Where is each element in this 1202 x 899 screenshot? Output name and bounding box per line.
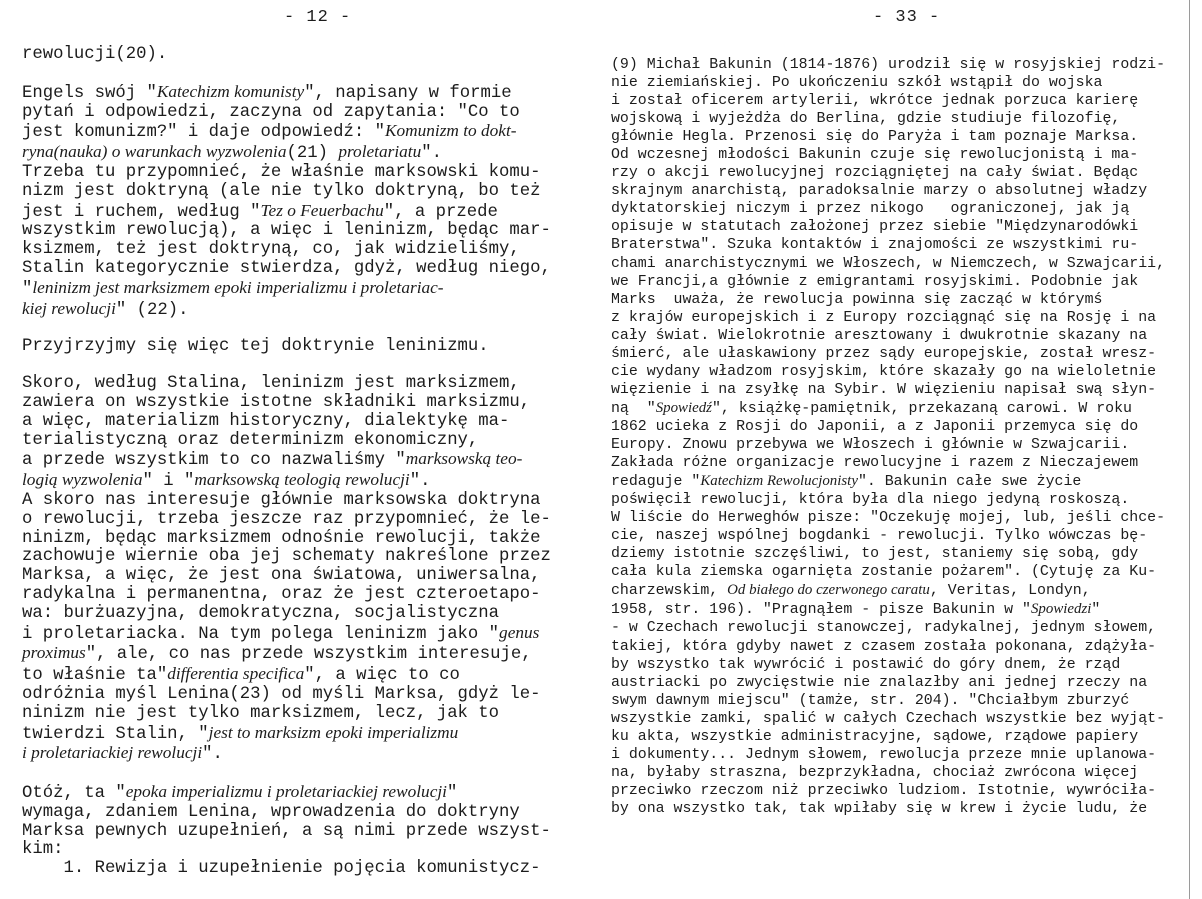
text-run: terialistyczną oraz determinizm ekonomiczny, xyxy=(22,430,479,450)
text-line xyxy=(22,202,582,223)
text-run: (9) Michał Bakunin (1814-1876) urodził się w rosyjskiej rodzi- xyxy=(611,57,1166,73)
text-run: rewolucji(20). xyxy=(22,45,168,64)
text-run: Engels swój " xyxy=(22,83,157,103)
text-line xyxy=(22,260,582,279)
text-run: " xyxy=(22,279,33,299)
text-line xyxy=(611,399,1171,418)
italic-text-run: Spowiedzi xyxy=(1030,601,1092,618)
text-run: ". xyxy=(202,745,223,765)
text-run: ". xyxy=(409,472,431,492)
text-run: Marks uważa, że rewolucja powinna się zacząć w którymś xyxy=(611,291,1103,308)
text-line xyxy=(611,236,1171,254)
text-run: by wszystko tak wywrócić i postawić do góry dnem, że rząd xyxy=(611,656,1121,673)
italic-text-run: marksowską teo- xyxy=(405,449,523,469)
text-line xyxy=(22,143,582,164)
text-line xyxy=(611,128,1171,146)
text-line xyxy=(22,450,582,471)
italic-text-run: Komunizm to dokt- xyxy=(384,121,517,141)
text-line xyxy=(22,183,582,202)
text-line xyxy=(611,327,1171,345)
text-run: " i " xyxy=(142,472,195,492)
text-line xyxy=(22,823,582,842)
text-run: W liście do Herweghów pisze: "Oczekuję mojej, lub, jeśli chce- xyxy=(611,510,1166,527)
text-line xyxy=(22,471,582,492)
text-line xyxy=(22,530,582,549)
text-line xyxy=(22,241,582,260)
italic-text-run: Katechizm komunisty xyxy=(156,81,305,101)
text-line xyxy=(611,800,1171,818)
text-run: " xyxy=(1091,602,1101,619)
text-run: z krajów europejskich i z Europy rozciągnąć się na Rosję i na xyxy=(611,309,1157,326)
text-line xyxy=(22,705,582,724)
text-run: skrajnym anarchistą, paradoksalnie marzy o absolutnej władzy xyxy=(611,183,1148,200)
text-line xyxy=(611,200,1171,218)
footnote-text-column xyxy=(611,56,1171,818)
text-line xyxy=(22,586,582,605)
text-run: cała kula ziemska ogarnięta zostanie pożarem". (Cytuję za Ku- xyxy=(611,564,1157,581)
text-line xyxy=(22,567,582,586)
text-line xyxy=(22,164,582,183)
text-run: Marksa, a więc, że jest ona światowa, uniwersalna, xyxy=(22,566,541,586)
text-run: Zakłada różne organizacje rewolucyjne i razem z Nieczajewem xyxy=(611,455,1139,472)
text-line xyxy=(22,413,582,432)
text-line xyxy=(611,56,1171,74)
text-line xyxy=(22,860,582,879)
text-line xyxy=(22,744,582,765)
text-line xyxy=(611,710,1171,728)
italic-text-run: proximus xyxy=(22,643,86,663)
text-run: radykalna i permanentna, oraz że jest czteroetapo- xyxy=(22,584,541,604)
text-run: a więc, materializm historyczny, dialektykę ma- xyxy=(22,411,510,431)
italic-text-run: proletariatu xyxy=(338,142,422,162)
italic-text-run: marksowską teologią rewolucji xyxy=(194,470,410,490)
text-line xyxy=(611,674,1171,692)
text-run: 1. Rewizja i uzupełnienie pojęcia komunistycz- xyxy=(22,859,541,879)
text-line xyxy=(611,692,1171,710)
italic-text-run: logią wyzwolenia xyxy=(22,470,143,490)
text-run: we Francji,a głównie z emigrantami rosyjskimi. Podobnie jak xyxy=(611,273,1139,290)
text-line xyxy=(22,394,582,413)
text-line xyxy=(22,644,582,665)
text-line xyxy=(22,686,582,705)
text-line xyxy=(611,273,1171,291)
text-line xyxy=(611,164,1171,182)
text-line xyxy=(22,548,582,567)
text-line xyxy=(611,656,1171,674)
text-run: odróżnia myśl Lenina(23) od myśli Marksa, gdyż le- xyxy=(22,684,541,704)
text-run: więzienie i na zsyłkę na Sybir. W więzieniu napisał swą słyn- xyxy=(611,381,1157,398)
text-line xyxy=(22,104,582,123)
text-line xyxy=(611,638,1171,656)
text-run: wa: burżuazyjna, demokratyczna, socjalistyczna xyxy=(22,603,500,623)
text-line xyxy=(611,255,1171,273)
text-line xyxy=(22,46,582,65)
text-line xyxy=(611,619,1171,637)
text-run: charzewskim, xyxy=(611,583,728,600)
text-run: jest i ruchem, według " xyxy=(22,202,261,222)
text-line xyxy=(611,218,1171,236)
text-run: głównie Hegla. Przenosi się do Paryża i tam poznaje Marksa. xyxy=(611,129,1139,146)
italic-text-run: jest to marksizm epoki imperializmu xyxy=(208,722,459,742)
text-run: ", a przede xyxy=(383,202,498,222)
text-run: 1958, str. 196). "Pragnąłem - pisze Bakunin w " xyxy=(611,602,1031,619)
text-run: a przede wszystkim to co nazwaliśmy " xyxy=(22,451,406,471)
text-run: na, byłaby straszna, bezprzykładna, chociaż zwrócona więcej xyxy=(611,764,1139,781)
text-run: ", napisany w formie xyxy=(304,83,512,103)
text-line xyxy=(22,605,582,624)
text-line xyxy=(611,782,1171,800)
text-line xyxy=(611,545,1171,563)
text-line xyxy=(22,624,582,645)
text-run: austriacki po zwycięstwie nie znalazłby ani jednej rzeczy na xyxy=(611,674,1148,691)
text-run: wszystkim rewolucją), a więc i leninizm, będąc mar- xyxy=(22,221,551,241)
text-run: Przyjrzyjmy się więc tej doktrynie leninizmu. xyxy=(22,337,489,357)
text-line xyxy=(22,432,582,451)
text-run: dyktatorskiej niczym i przez nikogo ograniczonej, jak ją xyxy=(611,201,1130,218)
text-line xyxy=(611,746,1171,764)
text-line xyxy=(22,841,582,860)
text-run: jest komunizm?" i daje odpowiedź: " xyxy=(22,123,385,143)
text-run: Stalin kategorycznie stwierdza, gdyż, według niego, xyxy=(22,258,551,278)
text-line xyxy=(22,300,582,321)
text-line xyxy=(611,472,1171,491)
text-run: cie wydany władzom rosyjskim, które skazały go na wieloletnie xyxy=(611,363,1157,380)
text-line xyxy=(611,491,1171,509)
left-text-column xyxy=(22,46,582,879)
text-run: (21) xyxy=(286,144,339,164)
text-run: pytań i odpowiedzi, zaczyna od zapytania: "Co to xyxy=(22,102,520,122)
page-edge-divider xyxy=(1189,0,1190,899)
text-line xyxy=(611,509,1171,527)
text-line xyxy=(611,345,1171,363)
text-run: ninizm, będąc marksizmem odnośnie rewolucji, także xyxy=(22,528,541,548)
text-run: ninizm nie jest tylko marksizmem, lecz, jak to xyxy=(22,703,500,723)
text-run: twierdzi Stalin, " xyxy=(22,724,209,744)
text-line xyxy=(22,511,582,530)
italic-text-run: i proletariackiej rewolucji xyxy=(22,743,203,763)
text-run: A skoro nas interesuje głównie marksowska doktryna xyxy=(22,490,541,510)
text-line xyxy=(611,527,1171,545)
text-line xyxy=(22,122,582,143)
text-line xyxy=(22,279,582,300)
italic-text-run: epoka imperializmu i proletariackiej rewolucji xyxy=(125,782,447,802)
text-run: rzy o akcji rewolucyjnej rozciągniętej na cały świat. Będąc xyxy=(611,165,1139,182)
text-line xyxy=(611,418,1171,436)
text-run: zachowuje wiernie oba jej schematy nakreślone przez xyxy=(22,547,551,567)
text-line xyxy=(611,182,1171,200)
italic-text-run: leninizm jest marksizmem epoki imperializmu i proletariac- xyxy=(32,277,444,297)
paragraph-break xyxy=(22,357,582,375)
text-run: zawiera on wszystkie istotne składniki marksizmu, xyxy=(22,392,531,412)
text-run: ". xyxy=(421,144,442,164)
text-line xyxy=(611,600,1171,619)
italic-text-run: differentia specifica xyxy=(167,664,305,684)
text-run: " (22). xyxy=(115,300,189,320)
text-run: dziemy istotnie szczęśliwi, to jest, staniemy się sobą, gdy xyxy=(611,546,1139,563)
text-line xyxy=(22,724,582,745)
text-run: nie ziemiańskiej. Po ukończeniu szkół wstąpił do wojska xyxy=(611,75,1103,92)
text-run: swym dawnym miejscu" (tamże, str. 204). "Chciałbym zburzyć xyxy=(611,692,1130,709)
text-run: i został oficerem artylerii, wkrótce jednak porzuca karierę xyxy=(611,93,1139,110)
text-line xyxy=(611,92,1171,110)
text-line xyxy=(611,454,1171,472)
italic-text-run: Katechizm Rewolucjonisty xyxy=(700,473,858,490)
text-run: Trzeba tu przypomnieć, że właśnie marksowski komu- xyxy=(22,162,541,182)
italic-text-run: kiej rewolucji xyxy=(22,298,116,318)
text-line xyxy=(22,83,582,104)
text-run: to właśnie ta" xyxy=(22,666,168,686)
text-run: śmierć, ale ułaskawiony przez sądy europejskie, został wresz- xyxy=(611,345,1157,362)
text-line xyxy=(611,563,1171,581)
text-run: wymaga, zdaniem Lenina, wprowadzenia do doktryny xyxy=(22,802,520,822)
text-line xyxy=(22,338,582,357)
text-run: redaguje " xyxy=(611,474,701,491)
italic-text-run: genus xyxy=(499,622,540,642)
text-line xyxy=(611,74,1171,92)
text-line xyxy=(611,381,1171,399)
text-run: takiej, która gdyby nawet z czasem została pokonana, zdążyła- xyxy=(611,638,1157,655)
italic-text-run: Tez o Feuerbachu xyxy=(260,200,384,220)
text-line xyxy=(22,492,582,511)
text-line xyxy=(22,804,582,823)
text-line xyxy=(22,665,582,686)
text-run: i dokumenty... Jednym słowem, rewolucja przeze mnie uplanowa- xyxy=(611,746,1157,763)
text-run: cały świat. Wielokrotnie aresztowany i dwukrotnie skazany na xyxy=(611,327,1148,344)
text-run: wszystkie zamki, spalić w całych Czechach wszystkie bez wyjąt- xyxy=(611,710,1166,727)
text-line xyxy=(22,222,582,241)
text-line xyxy=(611,291,1171,309)
text-run: 1862 ucieka z Rosji do Japonii, a z Japonii przemyca się do xyxy=(611,418,1139,435)
text-line xyxy=(611,436,1171,454)
text-run: ". Bakunin całe swe życie xyxy=(857,474,1082,491)
text-run: ku akta, wszystkie administracyjne, sądowe, rządowe papiery xyxy=(611,728,1139,745)
page-number: - 33 - xyxy=(873,8,941,27)
text-run: cie, naszej wspólnej bogdanki - rewolucji. Tylko wówczas bę- xyxy=(611,528,1148,545)
text-run: , Veritas, Londyn, xyxy=(929,583,1091,600)
right-page xyxy=(601,0,1202,899)
text-run: ną " xyxy=(611,400,656,417)
text-run: kim: xyxy=(22,840,64,860)
text-line xyxy=(611,764,1171,782)
text-line xyxy=(22,783,582,804)
italic-text-run: Od białego do czerwonego caratu xyxy=(727,582,930,599)
text-run: Braterstwa". Szuka kontaktów i znajomości ze wszystkimi ru- xyxy=(611,237,1139,254)
text-run: i proletariacka. Na tym polega leninizm jako " xyxy=(22,624,500,644)
text-run: wojskową i wyjeżdża do Berlina, gdzie studiuje filozofię, xyxy=(611,111,1121,128)
text-run: - w Czechach rewolucji stanowczej, radykalnej, jednym słowem, xyxy=(611,620,1157,637)
text-run: ", a więc to co xyxy=(304,666,460,686)
text-line xyxy=(611,309,1171,327)
text-line xyxy=(611,728,1171,746)
text-run: Skoro, według Stalina, leninizm jest marksizmem, xyxy=(22,374,520,394)
text-run: ", ale, co nas przede wszystkim interesuje, xyxy=(85,645,532,665)
paragraph-break xyxy=(22,765,582,783)
text-run: chami anarchistycznymi we Włoszech, w Niemczech, w Szwajcarii, xyxy=(611,255,1166,272)
text-run: by ona wszystko tak, tak wpiłaby się w krew i życie ludu, że xyxy=(611,800,1148,817)
text-run: ", książkę-pamiętnik, przekazaną carowi. W roku xyxy=(711,400,1132,417)
paragraph-break xyxy=(22,65,582,83)
text-run: Otóż, ta " xyxy=(22,784,126,804)
text-run: poświęcił rewolucji, która była dla niego jedyną roskoszą. xyxy=(611,492,1130,509)
text-line xyxy=(611,581,1171,600)
text-run: Marksa pewnych uzupełnień, a są nimi przede wszyst- xyxy=(22,821,551,841)
page-number: - 12 - xyxy=(284,8,352,27)
text-run: nizm jest doktryną (ale nie tylko doktryną, bo też xyxy=(22,181,541,201)
text-line xyxy=(611,146,1171,164)
text-run: przeciwko rzeczom niż przeciwko ludziom. Istotnie, wywróciła- xyxy=(611,782,1157,799)
text-run: Od wczesnej młodości Bakunin czuje się rewolucjonistą i ma- xyxy=(611,147,1139,164)
text-run: Europy. Znowu przebywa we Włoszech i głównie w Szwajcarii. xyxy=(611,436,1130,453)
italic-text-run: Spowiedź xyxy=(655,399,712,416)
text-run: o rewolucji, trzeba jeszcze raz przypomnieć, że le- xyxy=(22,509,551,529)
text-line xyxy=(611,363,1171,381)
italic-text-run: ryna(nauka) o warunkach wyzwolenia xyxy=(22,142,287,162)
text-run: ksizmem, też jest doktryną, co, jak widzieliśmy, xyxy=(22,240,520,260)
text-run: opisuje w statutach założonej przez siebie "Międzynarodówki xyxy=(611,219,1139,236)
text-line xyxy=(611,110,1171,128)
paragraph-break xyxy=(22,320,582,338)
text-run: " xyxy=(446,784,458,804)
text-line xyxy=(22,375,582,394)
